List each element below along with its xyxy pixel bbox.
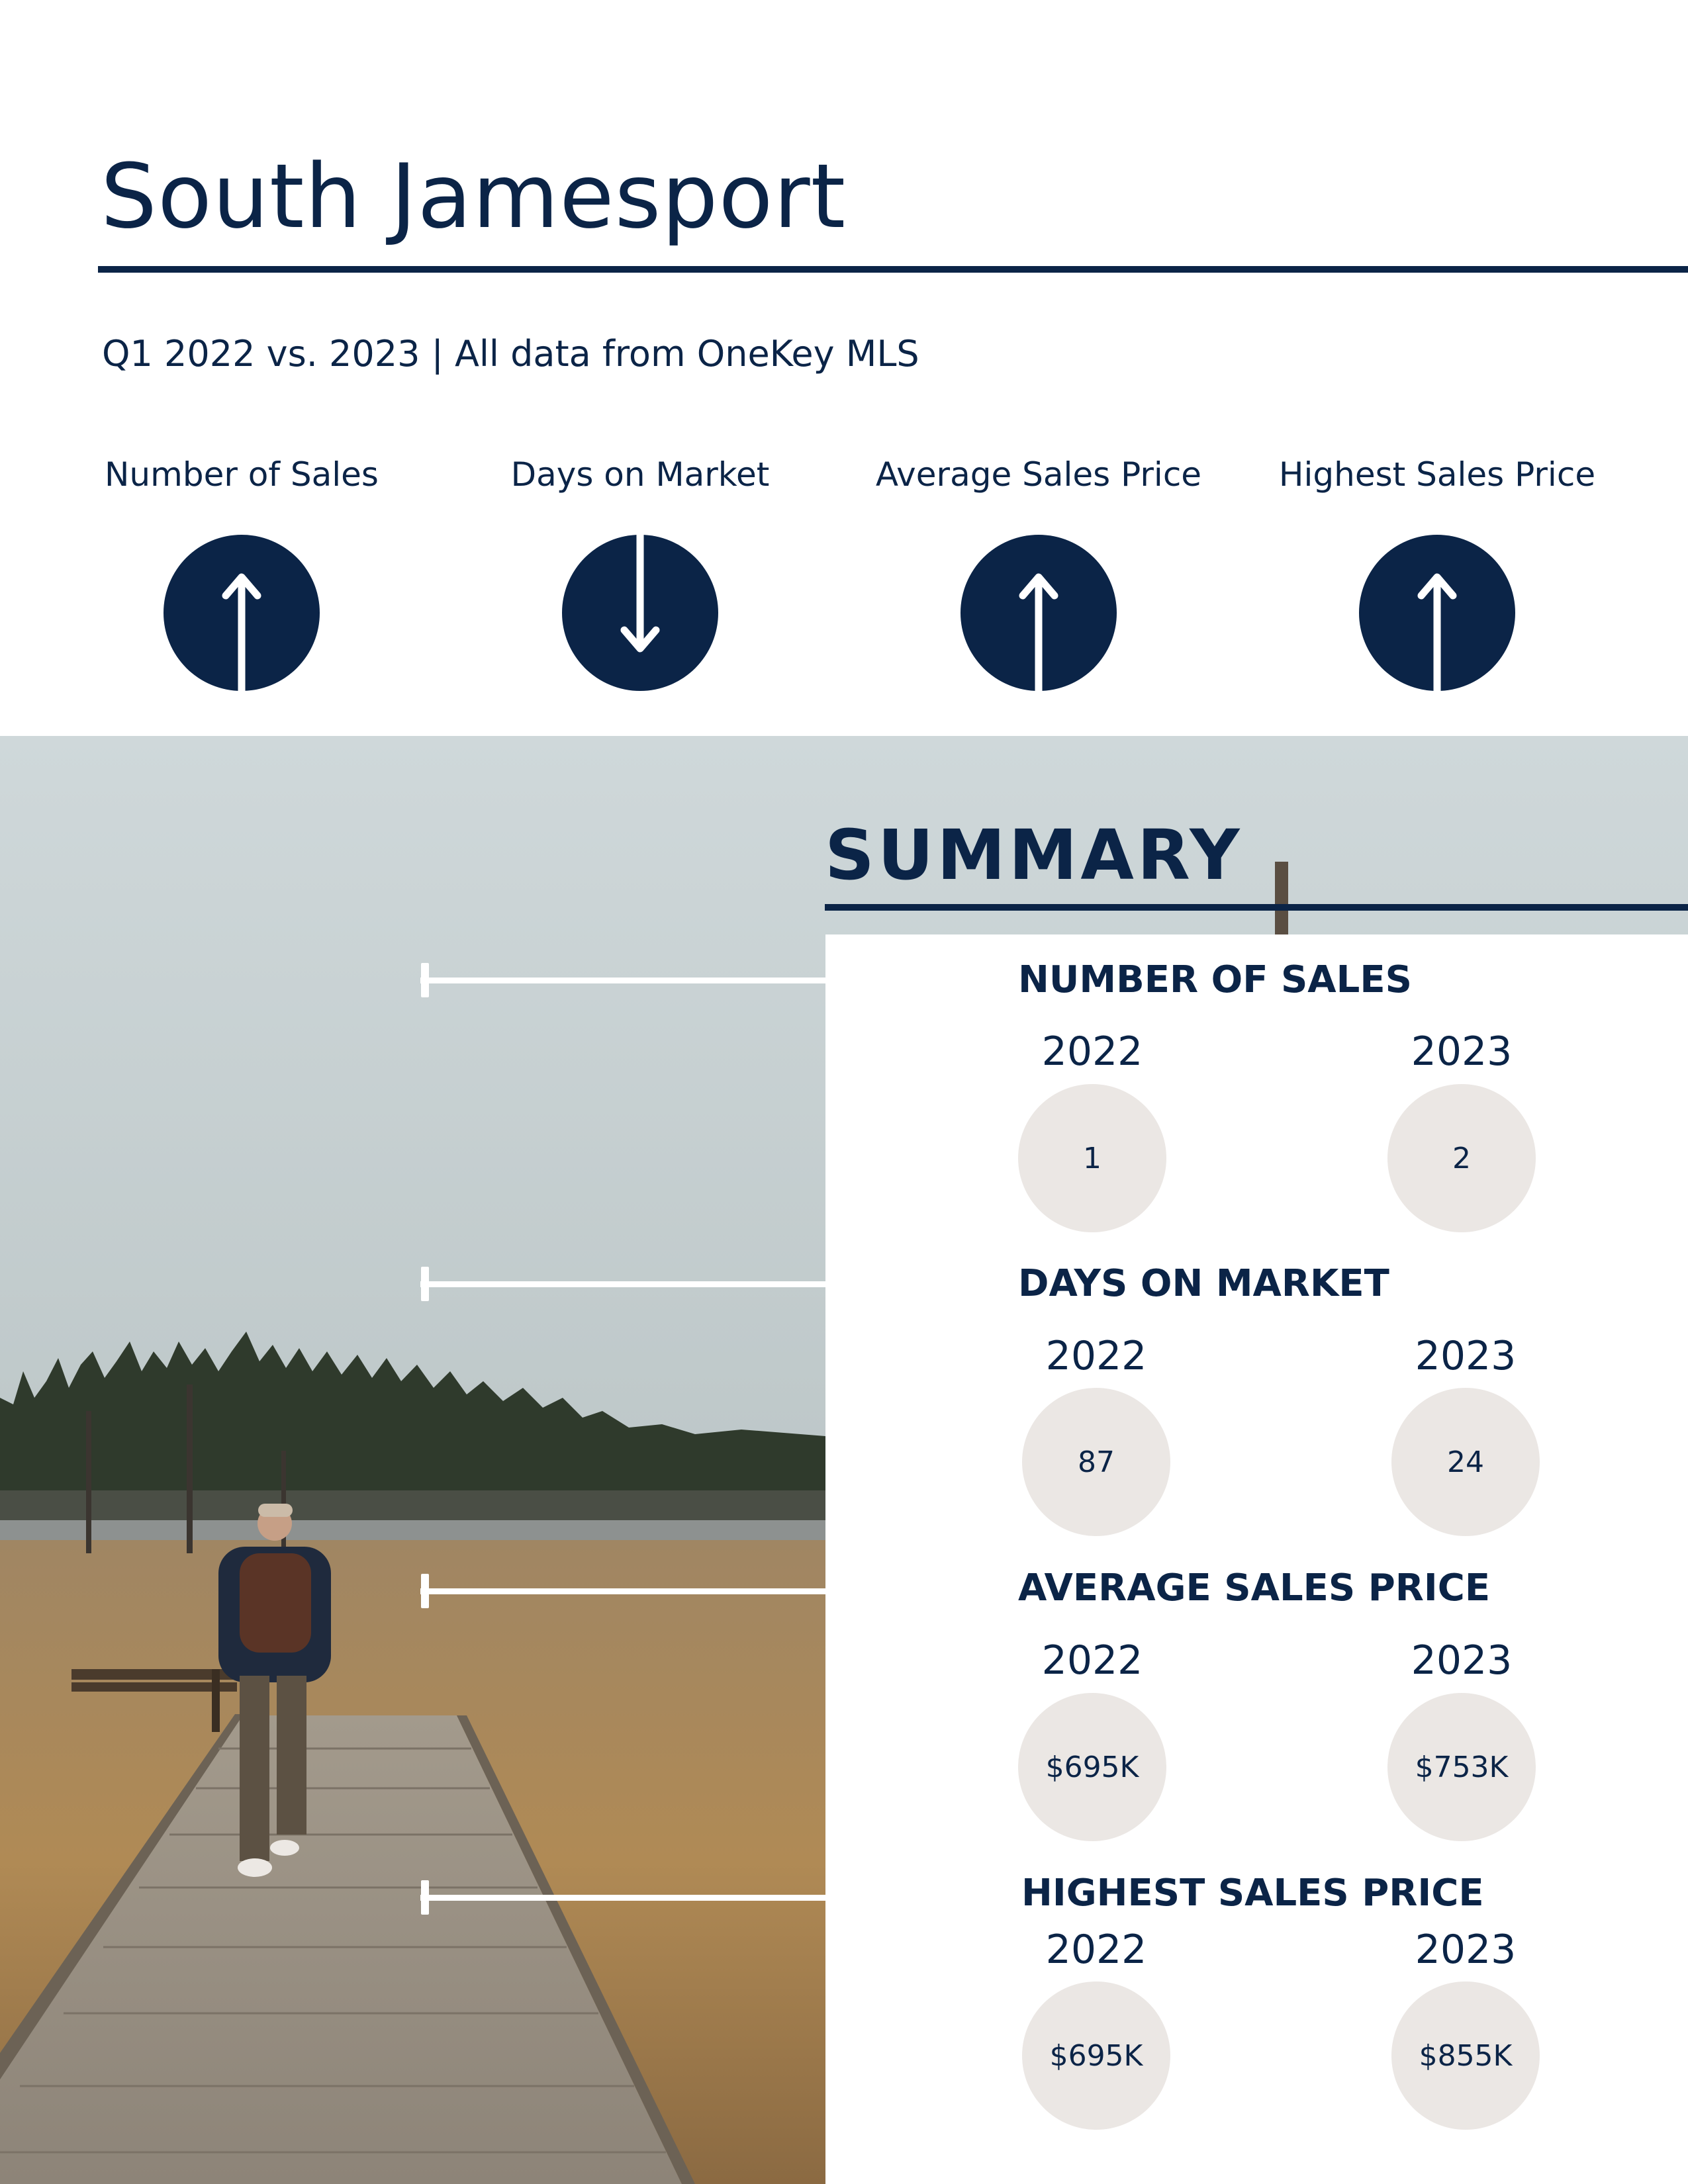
year-label-2022: 2022	[1041, 1028, 1143, 1075]
summary-divider	[825, 904, 1688, 911]
summary-heading: SUMMARY	[825, 815, 1243, 895]
connector-cap	[421, 1880, 429, 1915]
value-2022-days-on-market: 87	[1022, 1388, 1170, 1536]
value-2023-days-on-market: 24	[1391, 1388, 1540, 1536]
arrow-up-icon	[961, 535, 1117, 691]
metric-label-number-of-sales: Number of Sales	[105, 455, 379, 494]
value-2022-average-sales-price: $695K	[1018, 1693, 1166, 1841]
connector-line	[420, 1895, 825, 1901]
stat-title-days-on-market: DAYS ON MARKET	[1018, 1262, 1389, 1305]
connector-cap	[421, 963, 429, 997]
year-label-2023: 2023	[1411, 1028, 1513, 1075]
connector-line	[420, 978, 825, 983]
metric-label-highest-sales-price: Highest Sales Price	[1278, 455, 1596, 494]
connector-line	[420, 1588, 825, 1594]
arrow-up-icon	[164, 535, 320, 691]
stat-title-average-sales-price: AVERAGE SALES PRICE	[1018, 1567, 1491, 1610]
connector-line	[420, 1281, 825, 1287]
metric-label-average-sales-price: Average Sales Price	[875, 455, 1202, 494]
year-label-2023: 2023	[1411, 1637, 1513, 1684]
year-label-2023: 2023	[1415, 1333, 1517, 1379]
value-2022-number-of-sales: 1	[1018, 1084, 1166, 1232]
value-2023-average-sales-price: $753K	[1387, 1693, 1536, 1841]
arrow-down-icon	[562, 535, 718, 691]
stat-title-highest-sales-price: HIGHEST SALES PRICE	[1021, 1872, 1484, 1915]
summary-panel	[825, 934, 1688, 2184]
title-divider	[98, 266, 1688, 273]
year-label-2023: 2023	[1415, 1927, 1517, 1973]
year-label-2022: 2022	[1045, 1927, 1147, 1973]
value-2023-highest-sales-price: $855K	[1391, 1981, 1540, 2130]
metric-label-days-on-market: Days on Market	[510, 455, 770, 494]
arrow-up-icon	[1359, 535, 1515, 691]
connector-cap	[421, 1267, 429, 1301]
year-label-2022: 2022	[1045, 1333, 1147, 1379]
page-title: South Jamesport	[101, 145, 847, 248]
connector-cap	[421, 1574, 429, 1608]
page-subtitle: Q1 2022 vs. 2023 | All data from OneKey MLS	[102, 333, 919, 375]
year-label-2022: 2022	[1041, 1637, 1143, 1684]
stat-title-number-of-sales: NUMBER OF SALES	[1018, 958, 1412, 1001]
value-2023-number-of-sales: 2	[1387, 1084, 1536, 1232]
value-2022-highest-sales-price: $695K	[1022, 1981, 1170, 2130]
